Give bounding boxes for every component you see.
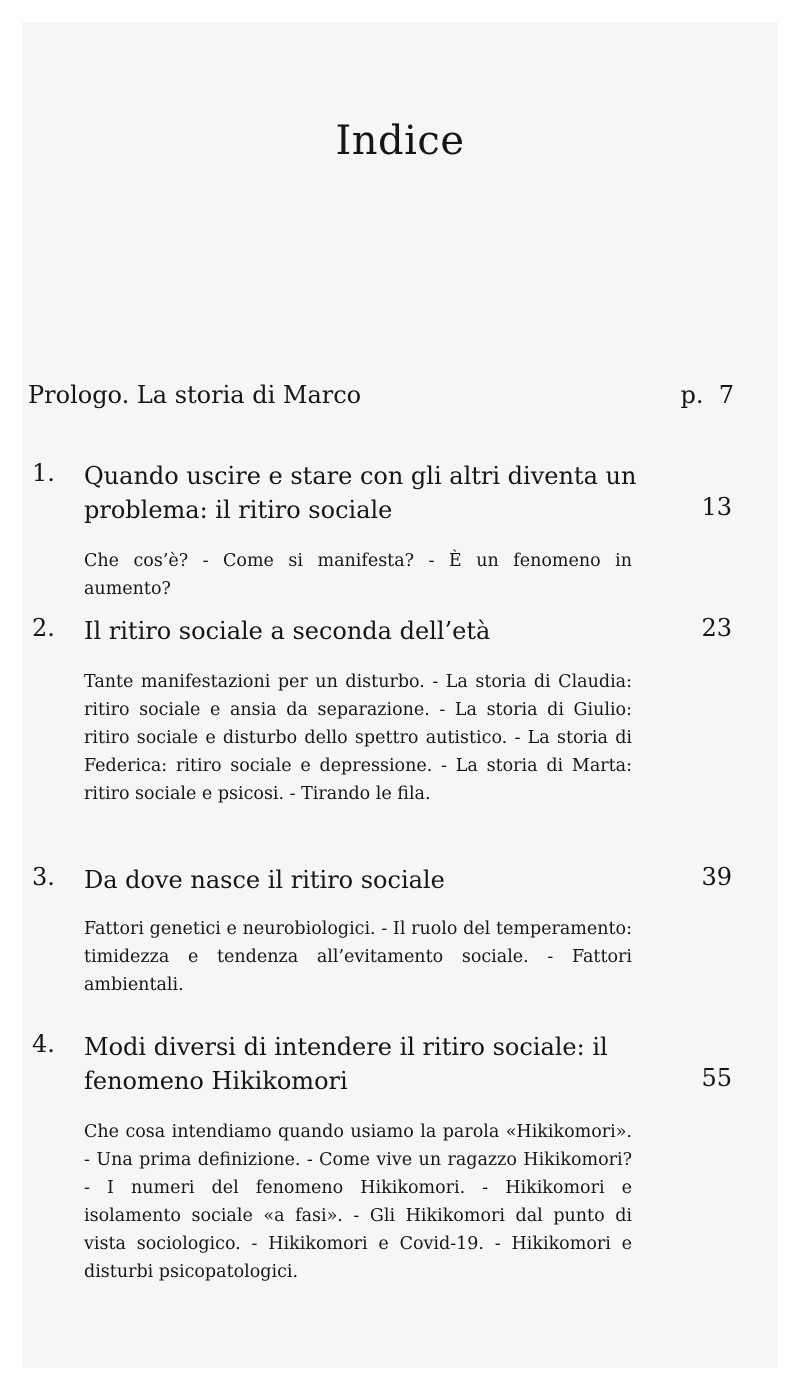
chapter-title: Il ritiro sociale a seconda dell’età: [84, 617, 491, 645]
chapter-summary: Fattori genetici e neurobiologici. - Il ruolo del temperamento: timidezza e tendenza all’evitamento sociale. - Fattori ambientali.: [84, 919, 632, 995]
chapter-page: 55: [701, 1064, 732, 1092]
chapter-page: 39: [701, 863, 732, 891]
prologue-page: p. 7: [680, 381, 734, 409]
chapter-page: 23: [701, 614, 732, 642]
chapter-summary: Che cos’è? - Come si manifesta? - È un fenomeno in aumento?: [84, 551, 632, 599]
chapter-number: 4.: [32, 1030, 55, 1058]
chapter-page: 13: [701, 493, 732, 521]
chapter-number: 3.: [32, 863, 55, 891]
chapter-title: Modi diversi di intendere il ritiro sociale: il fenomeno Hikikomori: [84, 1033, 608, 1095]
chapter-title: Quando uscire e stare con gli altri diventa un problema: il ritiro sociale: [84, 462, 637, 524]
chapter-summary: Che cosa intendiamo quando usiamo la parola «Hikikomori». - Una prima definizione. - Come vive un ragazzo Hikikomori? - I numeri del fenomeno Hikikomori. - Hikikomori e isolamento sociale «a fasi». - Gli Hikikomori dal punto di vista sociologico. - Hikikomori e Covid-19. - Hikikomori e disturbi psicopatologici.: [84, 1122, 632, 1282]
book-page: [22, 22, 778, 1368]
prologue-label: Prologo. La storia di Marco: [28, 381, 362, 409]
page-title: Indice: [335, 118, 465, 164]
chapter-number: 2.: [32, 614, 55, 642]
chapter-summary: Tante manifestazioni per un disturbo. - La storia di Claudia: ritiro sociale e ansia da separazione. - La storia di Giulio: ritiro sociale e disturbo dello spettro autistico. - La storia di Federica: ritiro sociale e depressione. - La storia di Marta: ritiro sociale e psicosi. - Tirando le fila.: [84, 672, 632, 804]
chapter-number: 1.: [32, 459, 55, 487]
chapter-title: Da dove nasce il ritiro sociale: [84, 866, 445, 894]
